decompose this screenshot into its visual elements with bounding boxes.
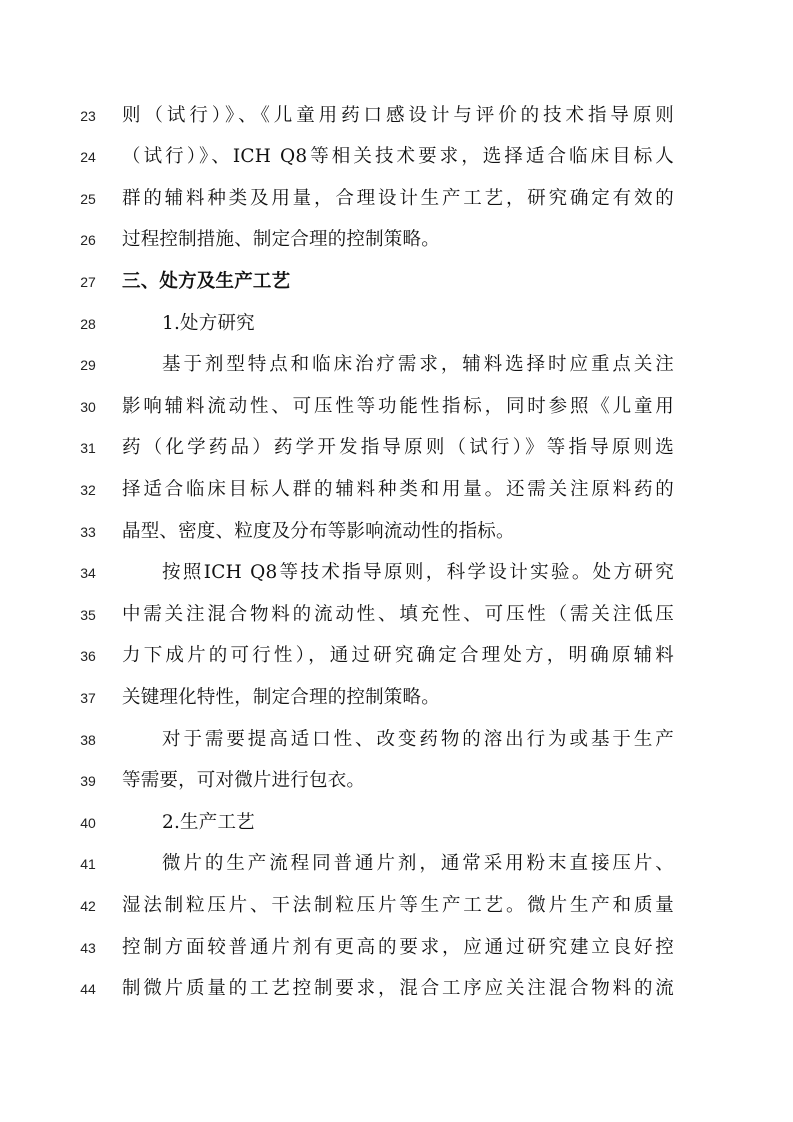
line-number: 31 xyxy=(80,440,96,456)
line-text: 制微片质量的工艺控制要求，混合工序应关注混合物料的流 xyxy=(122,978,674,999)
text-line xyxy=(0,264,793,305)
text-line xyxy=(0,722,793,763)
line-number: 38 xyxy=(80,732,96,748)
line-number: 32 xyxy=(80,482,96,498)
line-number: 44 xyxy=(80,981,96,997)
line-text: 基于剂型特点和临床治疗需求，辅料选择时应重点关注 xyxy=(162,354,674,375)
line-text: 药（化学药品）药学开发指导原则（试行）》等指导原则选 xyxy=(122,437,674,458)
text-line xyxy=(0,389,793,430)
text-line xyxy=(0,888,793,929)
text-line xyxy=(0,98,793,139)
text-line xyxy=(0,597,793,638)
line-number: 41 xyxy=(80,856,96,872)
text-line xyxy=(0,555,793,596)
text-line xyxy=(0,514,793,555)
line-number: 35 xyxy=(80,607,96,623)
line-text: 关键理化特性，制定合理的控制策略。 xyxy=(122,687,440,708)
line-text: 过程控制措施、制定合理的控制策略。 xyxy=(122,229,440,250)
line-text: 力下成片的可行性），通过研究确定合理处方，明确原辅料 xyxy=(122,645,674,666)
text-line xyxy=(0,930,793,971)
text-line xyxy=(0,846,793,887)
line-text: 群的辅料种类及用量，合理设计生产工艺，研究确定有效的 xyxy=(122,188,674,209)
line-number: 39 xyxy=(80,773,96,789)
line-number: 30 xyxy=(80,399,96,415)
line-number: 27 xyxy=(80,274,96,290)
text-line xyxy=(0,347,793,388)
text-line xyxy=(0,680,793,721)
text-line xyxy=(0,139,793,180)
line-number: 43 xyxy=(80,940,96,956)
text-line xyxy=(0,638,793,679)
text-line xyxy=(0,430,793,471)
line-text: 等需要，可对微片进行包衣。 xyxy=(122,770,366,791)
line-number: 26 xyxy=(80,232,96,248)
line-number: 40 xyxy=(80,815,96,831)
subsection-heading: 1.处方研究 xyxy=(162,313,255,334)
line-text: 则（试行）》、《儿童用药口感设计与评价的技术指导原则 xyxy=(122,105,674,126)
text-line xyxy=(0,763,793,804)
line-number: 42 xyxy=(80,898,96,914)
line-text: 控制方面较普通片剂有更高的要求，应通过研究建立良好控 xyxy=(122,937,674,958)
line-number: 34 xyxy=(80,565,96,581)
text-line xyxy=(0,805,793,846)
subsection-heading: 2.生产工艺 xyxy=(162,812,255,833)
line-number: 25 xyxy=(80,191,96,207)
line-number: 33 xyxy=(80,524,96,540)
line-number: 36 xyxy=(80,648,96,664)
line-text: 按照ICH Q8等技术指导原则，科学设计实验。处方研究 xyxy=(162,562,674,583)
line-text: 中需关注混合物料的流动性、填充性、可压性（需关注低压 xyxy=(122,604,674,625)
line-text: 影响辅料流动性、可压性等功能性指标，同时参照《儿童用 xyxy=(122,396,674,417)
section-heading: 三、处方及生产工艺 xyxy=(122,271,291,292)
line-text: 晶型、密度、粒度及分布等影响流动性的指标。 xyxy=(122,521,515,542)
line-number: 23 xyxy=(80,108,96,124)
line-number: 24 xyxy=(80,149,96,165)
line-text: 湿法制粒压片、干法制粒压片等生产工艺。微片生产和质量 xyxy=(122,895,674,916)
line-text: 微片的生产流程同普通片剂，通常采用粉末直接压片、 xyxy=(162,853,674,874)
line-number: 37 xyxy=(80,690,96,706)
line-number: 29 xyxy=(80,357,96,373)
text-line xyxy=(0,181,793,222)
line-text: （试行）》、ICH Q8等相关技术要求，选择适合临床目标人 xyxy=(122,146,674,167)
line-text: 对于需要提高适口性、改变药物的溶出行为或基于生产 xyxy=(162,729,674,750)
line-number: 28 xyxy=(80,316,96,332)
line-text: 择适合临床目标人群的辅料种类和用量。还需关注原料药的 xyxy=(122,479,674,500)
text-line xyxy=(0,222,793,263)
text-line xyxy=(0,306,793,347)
text-line xyxy=(0,971,793,1012)
text-line xyxy=(0,472,793,513)
